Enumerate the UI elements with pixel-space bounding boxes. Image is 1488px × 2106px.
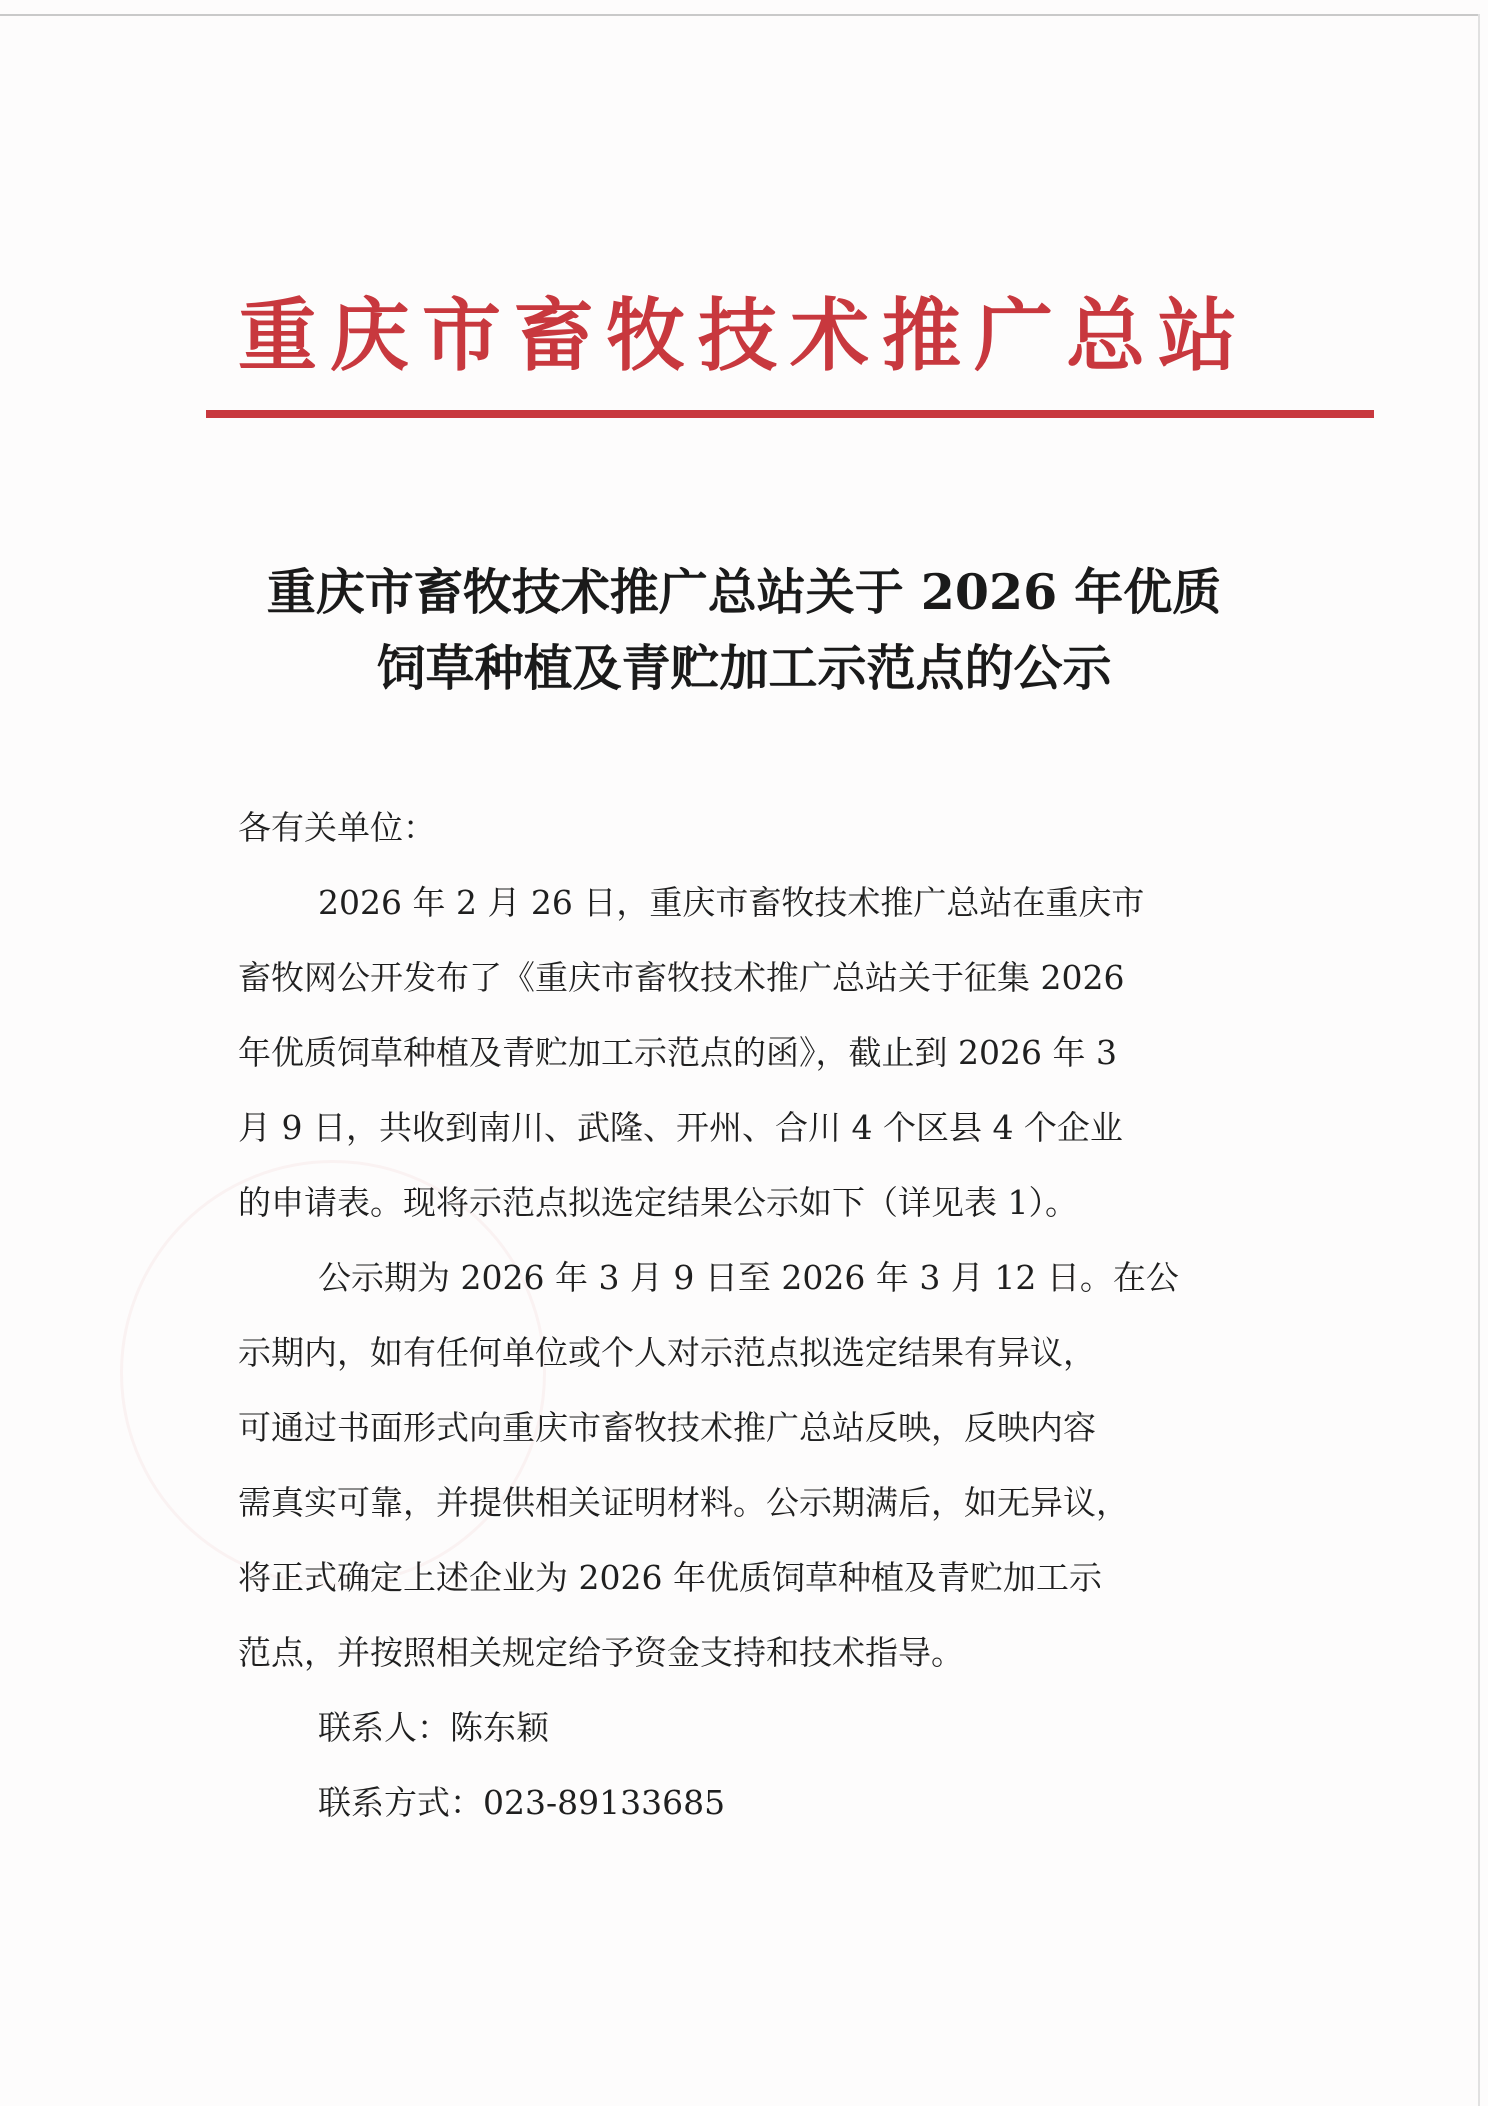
paragraph-1-line: 2026 年 2 月 26 日，重庆市畜牧技术推广总站在重庆市 (318, 883, 1145, 922)
contact-phone: 联系方式：023-89133685 (318, 1783, 726, 1822)
document-body (238, 790, 1280, 1840)
letterhead-red-rule (206, 410, 1374, 418)
paragraph-2-line: 需真实可靠，并提供相关证明材料。公示期满后，如无异议， (238, 1483, 1129, 1522)
scan-edge-right (1478, 14, 1480, 2106)
paragraph-1-line: 的申请表。现将示范点拟选定结果公示如下（详见表 1）。 (238, 1183, 1078, 1222)
paragraph-1-line: 月 9 日，共收到南川、武隆、开州、合川 4 个区县 4 个企业 (238, 1108, 1123, 1147)
contact-person: 联系人：陈东颖 (318, 1708, 549, 1747)
salutation: 各有关单位： (238, 808, 436, 847)
scan-edge-top (0, 14, 1478, 16)
paragraph-2 (238, 1240, 1280, 1690)
document-title-line-2: 饲草种植及青贮加工示范点的公示 (376, 639, 1112, 697)
paragraph-2-line: 可通过书面形式向重庆市畜牧技术推广总站反映，反映内容 (238, 1408, 1096, 1447)
paragraph-2-line: 公示期为 2026 年 3 月 9 日至 2026 年 3 月 12 日。在公 (318, 1258, 1179, 1297)
paragraph-1-line: 畜牧网公开发布了《重庆市畜牧技术推广总站关于征集 2026 (238, 958, 1125, 997)
document-title-line-1: 重庆市畜牧技术推广总站关于 2026 年优质 (266, 563, 1222, 621)
paragraph-1 (238, 865, 1280, 1240)
paragraph-2-line: 范点，并按照相关规定给予资金支持和技术指导。 (238, 1633, 964, 1672)
paragraph-2-line: 将正式确定上述企业为 2026 年优质饲草种植及青贮加工示 (238, 1558, 1102, 1597)
letterhead-org-name: 重庆市畜牧技术推广总站 (238, 290, 1250, 382)
document-title (180, 554, 1308, 706)
paragraph-1-line: 年优质饲草种植及青贮加工示范点的函》，截止到 2026 年 3 (238, 1033, 1117, 1072)
paragraph-2-line: 示期内，如有任何单位或个人对示范点拟选定结果有异议， (238, 1333, 1096, 1372)
